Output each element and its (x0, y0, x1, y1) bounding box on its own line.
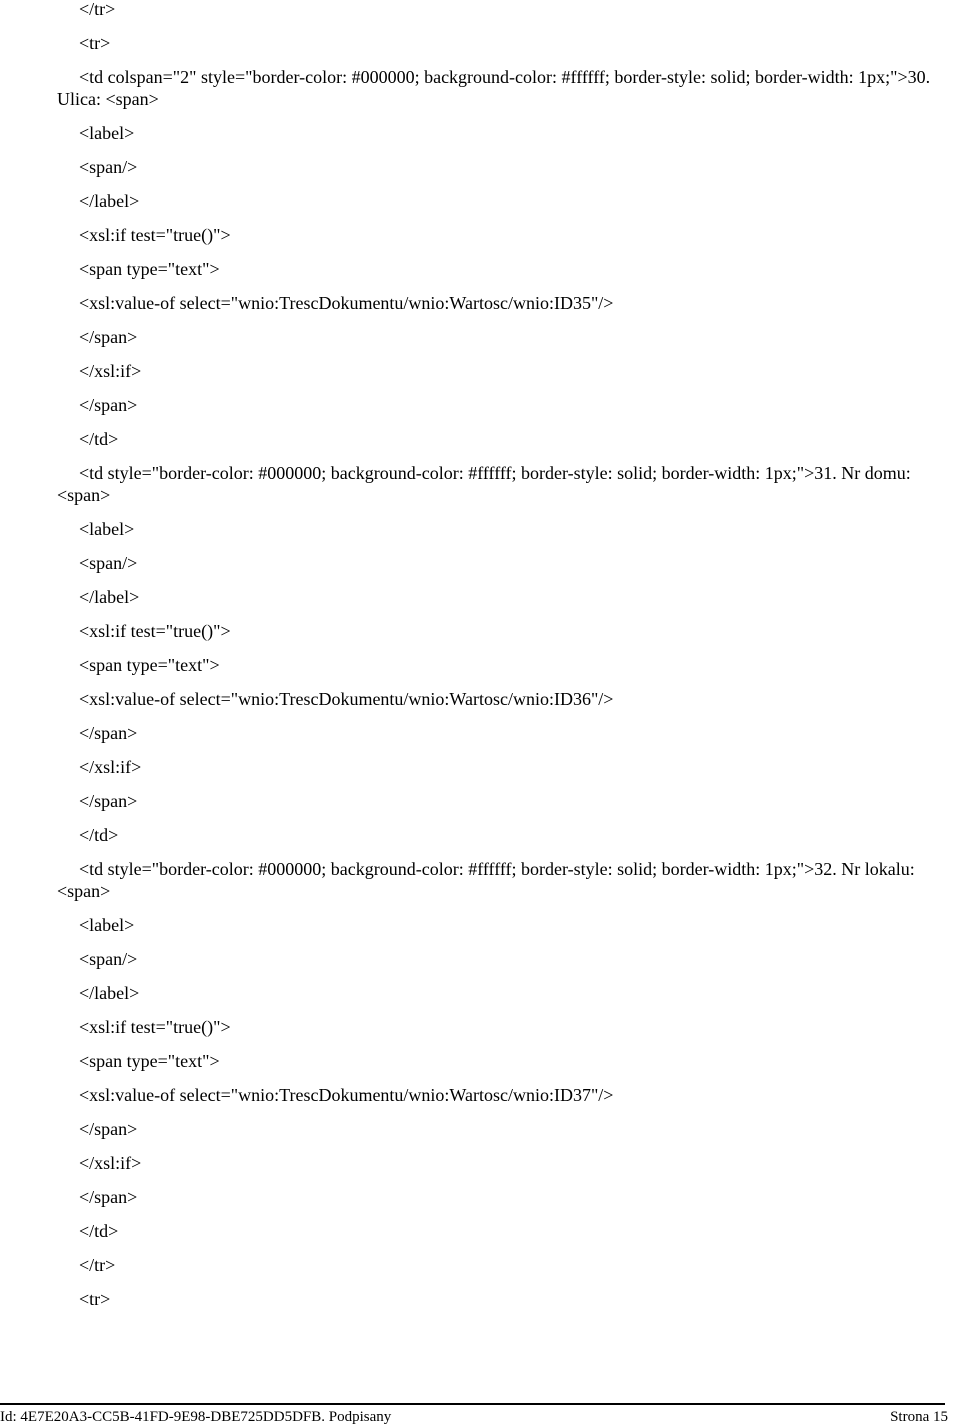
code-line-wrapped: <td colspan="2" style="border-color: #000000; background-color: #ffffff; border-style: solid; border-width: 1px;">30. Ulica: <span> (57, 67, 931, 109)
code-line: </xsl:if> (79, 1153, 142, 1173)
document-id-signature: Id: 4E7E20A3-CC5B-41FD-9E98-DBE725DD5DFB. Podpisany (0, 1409, 392, 1425)
code-line: </td> (79, 825, 119, 845)
code-line: <xsl:if test="true()"> (79, 1017, 231, 1037)
code-line: <xsl:if test="true()"> (79, 225, 231, 245)
code-line: </span> (79, 327, 138, 347)
page-footer (0, 1407, 948, 1427)
code-line: <span/> (79, 553, 138, 573)
code-line: </label> (79, 191, 140, 211)
code-line: </tr> (79, 0, 116, 19)
code-line: </tr> (79, 1255, 116, 1275)
code-line: </span> (79, 1187, 138, 1207)
code-line: <tr> (79, 1289, 111, 1309)
code-line: <span/> (79, 949, 138, 969)
code-line-wrapped: <td style="border-color: #000000; background-color: #ffffff; border-style: solid; border-width: 1px;">31. Nr domu: <span> (57, 463, 911, 505)
code-line: <xsl:if test="true()"> (79, 621, 231, 641)
code-line: </label> (79, 587, 140, 607)
code-line: <label> (79, 123, 135, 143)
code-line: <tr> (79, 33, 111, 53)
code-line: </xsl:if> (79, 757, 142, 777)
code-line: </span> (79, 1119, 138, 1139)
code-line: </label> (79, 983, 140, 1003)
code-line: <span type="text"> (79, 655, 220, 675)
code-line: <span type="text"> (79, 1051, 220, 1071)
code-line: <xsl:value-of select="wnio:TrescDokumentu/wnio:Wartosc/wnio:ID36"/> (79, 689, 614, 709)
code-line: </td> (79, 1221, 119, 1241)
code-line-wrapped: <td style="border-color: #000000; background-color: #ffffff; border-style: solid; border-width: 1px;">32. Nr lokalu: <span> (57, 859, 915, 901)
code-line: <xsl:value-of select="wnio:TrescDokumentu/wnio:Wartosc/wnio:ID35"/> (79, 293, 614, 313)
code-line: </span> (79, 791, 138, 811)
code-line: <label> (79, 915, 135, 935)
footer-divider (0, 1403, 945, 1405)
code-line: <span/> (79, 157, 138, 177)
code-line: <xsl:value-of select="wnio:TrescDokumentu/wnio:Wartosc/wnio:ID37"/> (79, 1085, 614, 1105)
code-line: </span> (79, 395, 138, 415)
code-line: <label> (79, 519, 135, 539)
code-line: </xsl:if> (79, 361, 142, 381)
code-line: </td> (79, 429, 119, 449)
code-line: </span> (79, 723, 138, 743)
code-line: <span type="text"> (79, 259, 220, 279)
page-number: Strona 15 (890, 1409, 948, 1425)
